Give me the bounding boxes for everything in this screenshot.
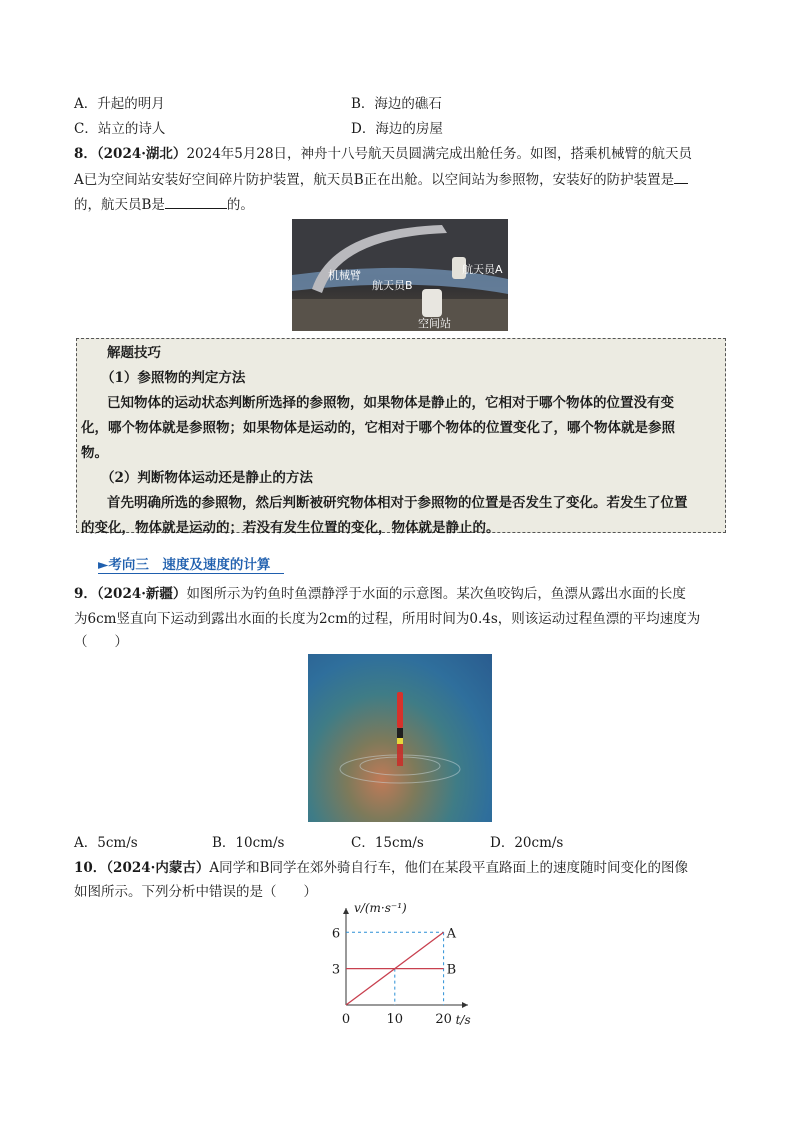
q8-line-1 [74,144,692,164]
question-text: A同学和B同学在郊外骑自行车，他们在某段平直路面上的速度随时间变化的图像 [209,860,688,876]
q9-option-a [74,833,138,853]
fishing-float-illustration [308,654,492,822]
arrow-marker-icon: ► [98,557,109,573]
y-tick-label: 6 [331,926,341,942]
question-text: 2024年5月28日，神舟十八号航天员圆满完成出舱任务。如图，搭乘机械臂的航天员 [186,146,693,162]
question-source: （2024·湖北） [96,146,187,162]
option-letter: A． [74,835,98,851]
question-source: （2024·内蒙古） [106,860,210,876]
q10-line-2: 如图所示。下列分析中错误的是（ ） [74,884,317,900]
tips-subtitle-2: （2）判断物体运动还是静止的方法 [101,470,313,486]
series-label-b: B [446,962,457,978]
label-space-station: 空间站 [418,317,451,330]
q9-line-1 [74,584,686,604]
option-text: 5cm/s [97,835,138,851]
q7-option-b [351,94,442,114]
option-text: 15cm/s [374,835,424,851]
tips-paragraph-1-line-1: 已知物体的运动状态判断所选择的参照物，如果物体是静止的，它相对于哪个物体的位置没有变 [107,395,674,411]
y-tick-label: 3 [331,962,341,978]
question-number: 10． [74,860,107,876]
section-heading [98,555,270,575]
q7-option-c [74,119,165,139]
x-axis-arrow-icon [462,1002,468,1008]
label-astronaut-b: 航天员B [372,279,413,292]
tips-paragraph-2-line-1: 首先明确所选的参照物，然后判断被研究物体相对于参照物的位置是否发生了变化。若发生了位置 [107,495,688,511]
q8-line-3 [74,194,254,215]
fishing-float-photo [308,654,492,822]
origin-label: 0 [341,1012,351,1027]
tips-paragraph-1-line-3: 物。 [81,445,108,461]
x-tick-label: 10 [386,1012,404,1027]
velocity-time-chart [320,900,490,1030]
question-number: 9． [74,586,97,602]
answer-blank[interactable] [674,169,688,184]
option-letter: A． [74,96,98,112]
option-text: 升起的明月 [97,96,165,112]
series-label-a: A [446,926,456,942]
question-text: 的。 [226,197,254,213]
option-text: 站立的诗人 [97,121,166,137]
q9-option-c [351,833,424,853]
tips-paragraph-1-line-2: 化，哪个物体就是参照物；如果物体是运动的，它相对于哪个物体的位置变化了，哪个物体就是参照 [81,420,675,436]
question-text: A已为空间站安装好空间碎片防护装置，航天员B正在出舱。以空间站为参照物，安装好的防护装置是 [74,172,675,188]
tips-subtitle-1: （1）参照物的判定方法 [101,370,246,386]
question-text: 如图所示为钓鱼时鱼漂静浮于水面的示意图。某次鱼咬钩后，鱼漂从露出水面的长度 [186,586,686,602]
q9-option-b [212,833,284,853]
option-text: 海边的房屋 [375,121,443,137]
option-letter: C． [74,121,98,137]
question-text: 的，航天员B是 [74,197,165,213]
option-letter: D． [490,835,515,851]
option-text: 海边的礁石 [374,96,442,112]
option-letter: D． [351,121,376,137]
tips-title: 解题技巧 [107,345,161,361]
option-letter: C． [351,835,375,851]
q7-option-d [351,119,443,139]
y-axis-arrow-icon [343,908,349,914]
q9-line-2: 为6cm竖直向下运动到露出水面的长度为2cm的过程，所用时间为0.4s，则该运动过程鱼漂的平均速度为 [74,611,701,627]
answer-blank[interactable] [165,194,227,209]
label-astronaut-a: 航天员A [462,263,503,276]
space-station-photo [292,219,508,331]
option-text: 20cm/s [514,835,564,851]
x-axis-label: t/s [455,1013,471,1027]
q7-option-a [74,94,165,114]
q8-line-2 [74,169,688,190]
q10-line-1 [74,858,688,878]
q9-option-d [490,833,563,853]
q9-line-3: （ ） [74,634,128,650]
solving-tips-box [76,338,726,536]
question-number: 8． [74,146,97,162]
y-axis-label: v/(m·s⁻¹) [354,901,407,915]
option-letter: B． [351,96,375,112]
x-tick-label: 20 [435,1012,452,1027]
label-robotic-arm: 机械臂 [328,269,361,282]
tips-paragraph-2-line-2: 的变化，物体就是运动的；若没有发生位置的变化，物体就是静止的。 [81,520,500,536]
question-source: （2024·新疆） [96,586,187,602]
option-text: 10cm/s [235,835,285,851]
section-underline [98,573,284,574]
section-title: 考向三 速度及速度的计算 [108,557,271,573]
option-letter: B． [212,835,236,851]
